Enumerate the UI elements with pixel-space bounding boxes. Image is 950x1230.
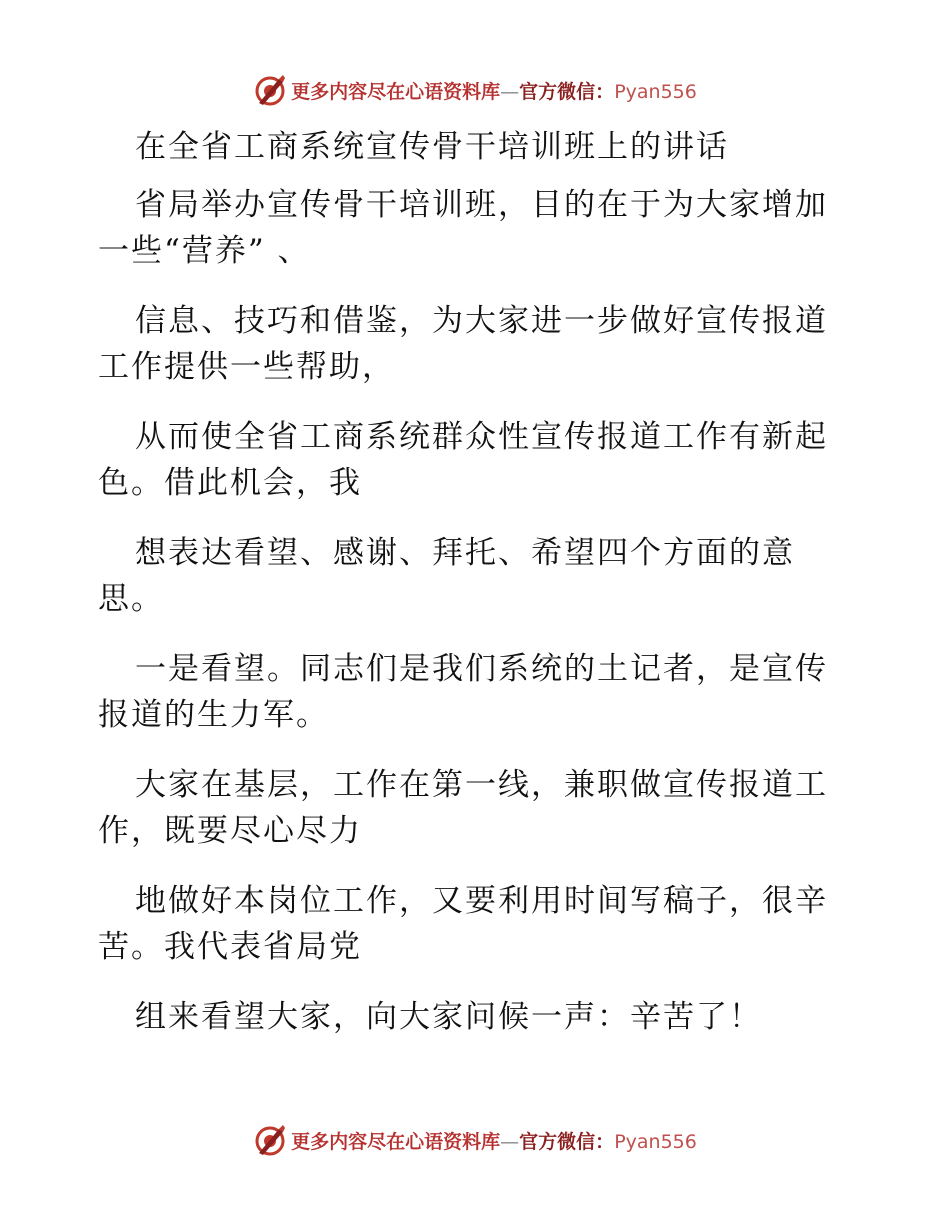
promo-main: 更多内容尽在心语资料库 bbox=[291, 80, 501, 103]
promo-dash: — bbox=[500, 80, 520, 103]
text-line: 省局举办宣传骨干培训班，目的在于为大家增加 bbox=[135, 187, 828, 223]
text-line: 报道的生力军。 bbox=[98, 697, 329, 733]
promo-id: Pyan556 bbox=[614, 80, 697, 103]
text-line: 色。借此机会，我 bbox=[98, 465, 362, 501]
document-body bbox=[98, 124, 853, 1058]
text-line: 一些“营养” 、 bbox=[98, 233, 311, 269]
document-title: 在全省工商系统宣传骨干培训班上的讲话 bbox=[135, 129, 729, 165]
text-line: 地做好本岗位工作，又要利用时间写稿子，很辛 bbox=[135, 883, 828, 919]
text-line: 作，既要尽心尽力 bbox=[98, 813, 362, 849]
promo-id: Pyan556 bbox=[614, 1130, 697, 1153]
footer-watermark bbox=[0, 1120, 950, 1160]
promo-dash: — bbox=[500, 1130, 520, 1153]
text-line: 大家在基层，工作在第一线，兼职做宣传报道工 bbox=[135, 767, 828, 803]
text-line: 苦。我代表省局党 bbox=[98, 929, 362, 965]
promo-label: 官方微信： bbox=[519, 80, 615, 103]
promo-text bbox=[291, 77, 697, 104]
pen-logo-icon bbox=[253, 73, 287, 107]
text-line: 工作提供一些帮助， bbox=[98, 349, 395, 385]
promo-label: 官方微信： bbox=[519, 1130, 615, 1153]
text-line: 思。 bbox=[98, 581, 164, 617]
text-line: 从而使全省工商系统群众性宣传报道工作有新起 bbox=[135, 419, 828, 455]
promo-text bbox=[291, 1127, 697, 1154]
header-watermark bbox=[0, 70, 950, 110]
pen-logo-icon bbox=[253, 1123, 287, 1157]
text-line: 组来看望大家，向大家问候一声：辛苦了！ bbox=[135, 999, 762, 1035]
text-line: 一是看望。同志们是我们系统的土记者，是宣传 bbox=[135, 651, 828, 687]
promo-main: 更多内容尽在心语资料库 bbox=[291, 1130, 501, 1153]
text-line: 信息、技巧和借鉴，为大家进一步做好宣传报道 bbox=[135, 303, 828, 339]
text-line: 想表达看望、感谢、拜托、希望四个方面的意 bbox=[135, 535, 795, 571]
